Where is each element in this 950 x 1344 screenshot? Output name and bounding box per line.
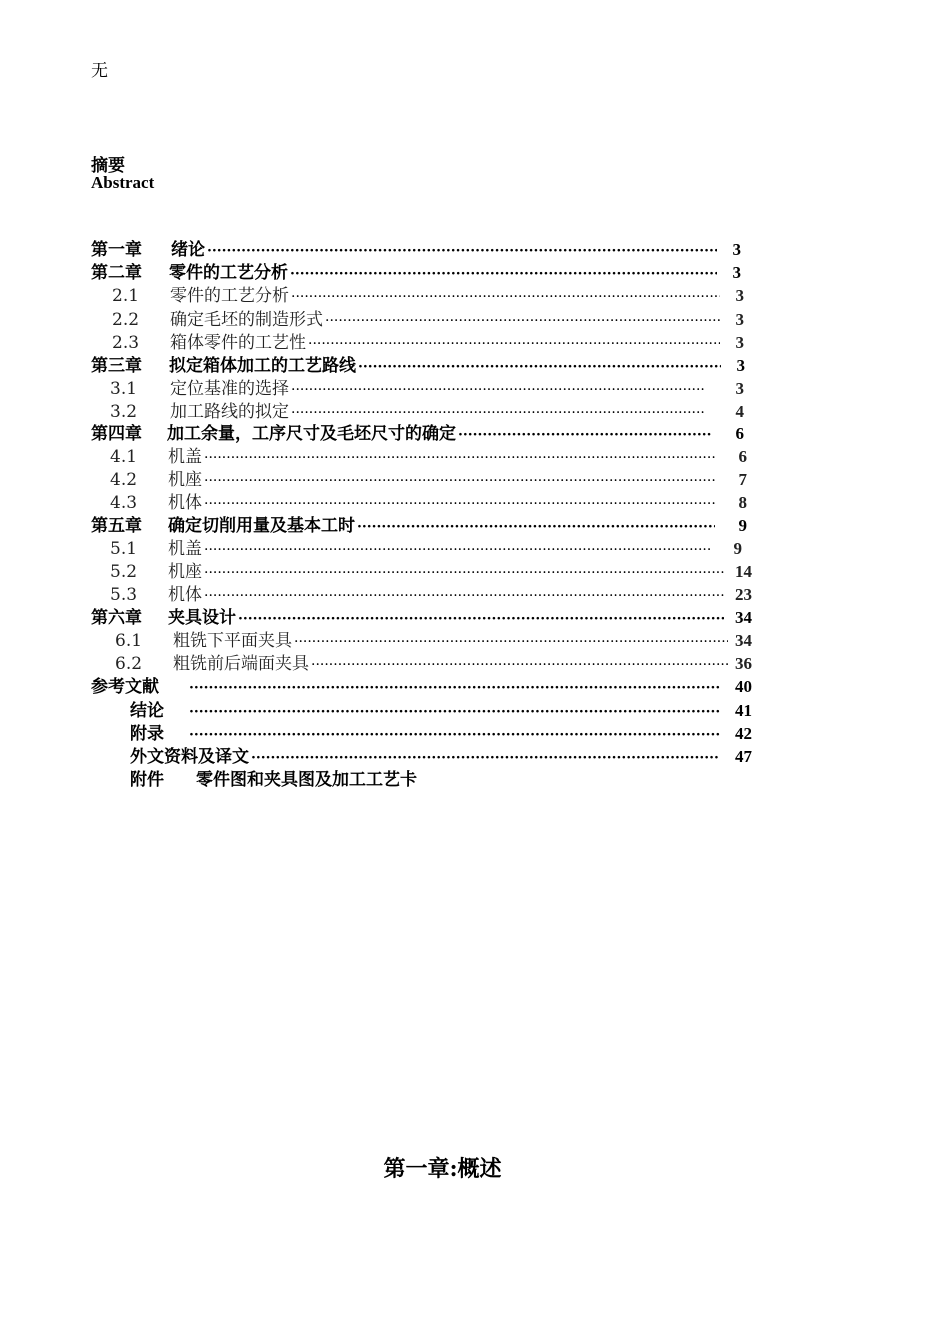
toc-entry-title: 绪论 <box>171 240 205 260</box>
toc-leader-dots <box>189 679 720 697</box>
toc-leader-dots <box>204 587 724 605</box>
toc-entry[interactable] <box>130 722 752 744</box>
toc-entry-title: 机体 <box>168 493 202 513</box>
toc-entry-page: 4 <box>735 402 744 421</box>
toc-leader-dots <box>291 288 720 306</box>
toc-entry-number: 3.2 <box>110 402 138 422</box>
toc-entry[interactable] <box>115 629 752 651</box>
toc-entry-page: 9 <box>738 516 747 535</box>
toc-entry-page: 23 <box>735 585 752 604</box>
toc-leader-dots <box>311 656 728 674</box>
toc-entry-number: 4.2 <box>110 470 138 490</box>
toc-entry-number: 2.1 <box>112 286 140 306</box>
toc-entry-title: 加工余量，工序尺寸及毛坯尺寸的确定 <box>167 424 456 444</box>
toc-leader-dots <box>357 518 715 536</box>
toc-entry[interactable] <box>130 768 530 790</box>
chapter-heading: 第一章:概述 <box>383 1156 502 1182</box>
toc-entry[interactable] <box>110 400 744 422</box>
toc-entry[interactable] <box>91 422 744 444</box>
toc-entry-title: 外文资料及译文 <box>130 747 249 767</box>
toc-leader-dots <box>358 358 721 376</box>
toc-entry-page: 7 <box>738 470 747 489</box>
header-text: 无 <box>91 61 108 81</box>
toc-entry[interactable] <box>91 261 741 283</box>
toc-entry[interactable] <box>91 514 747 536</box>
toc-entry[interactable] <box>110 377 744 399</box>
toc-leader-dots <box>204 495 715 513</box>
toc-entry-title: 粗铣下平面夹具 <box>173 631 292 651</box>
toc-entry-number: 第六章 <box>91 608 142 628</box>
toc-entry-page: 34 <box>735 608 752 627</box>
toc-entry-page: 14 <box>735 562 752 581</box>
toc-leader-dots <box>291 381 704 399</box>
toc-leader-dots <box>325 312 720 330</box>
toc-entry[interactable] <box>112 331 744 353</box>
toc-entry[interactable] <box>115 652 752 674</box>
toc-entry-title: 粗铣前后端面夹具 <box>173 654 309 674</box>
toc-entry-number: 5.1 <box>110 539 138 559</box>
toc-entry[interactable] <box>110 560 752 582</box>
toc-leader-dots <box>207 242 717 260</box>
abstract-en-link[interactable]: Abstract <box>91 173 155 192</box>
toc-entry-number: 第一章 <box>91 240 142 260</box>
toc-leader-dots <box>458 426 712 444</box>
toc-entry-title: 定位基准的选择 <box>170 379 289 399</box>
toc-entry-title: 零件的工艺分析 <box>169 263 288 283</box>
toc-entry[interactable] <box>91 606 752 628</box>
toc-entry-page: 8 <box>738 493 747 512</box>
toc-entry-title: 拟定箱体加工的工艺路线 <box>169 356 356 376</box>
toc-entry-number: 第四章 <box>91 424 142 444</box>
toc-leader-dots <box>294 633 728 651</box>
toc-entry-page: 3 <box>736 356 745 375</box>
abstract-cn-link[interactable]: 摘要 <box>91 156 125 176</box>
toc-entry-page: 3 <box>735 286 744 305</box>
toc-leader-dots <box>189 703 720 721</box>
toc-entry-page: 9 <box>733 539 742 558</box>
toc-entry-title: 加工路线的拟定 <box>170 402 289 422</box>
toc-entry-title: 零件的工艺分析 <box>170 286 289 306</box>
toc-entry[interactable] <box>110 468 747 490</box>
toc-entry-page: 36 <box>735 654 752 673</box>
toc-entry-number: 5.2 <box>110 562 138 582</box>
toc-leader-dots <box>290 265 717 283</box>
toc-entry-page: 6 <box>738 447 747 466</box>
toc-entry[interactable] <box>91 238 741 260</box>
toc-entry-title: 确定毛坯的制造形式 <box>170 310 323 330</box>
toc-entry-page: 34 <box>735 631 752 650</box>
toc-entry-title: 零件图和夹具图及加工工艺卡 <box>196 770 417 790</box>
toc-leader-dots <box>291 404 704 422</box>
toc-entry-number: 第三章 <box>91 356 142 376</box>
toc-entry[interactable] <box>112 308 744 330</box>
toc-entry-title: 夹具设计 <box>168 608 236 628</box>
toc-entry-number: 4.3 <box>110 493 138 513</box>
toc-entry-page: 3 <box>732 240 741 259</box>
toc-entry-title: 机座 <box>168 470 202 490</box>
toc-entry-number: 2.2 <box>112 310 140 330</box>
toc-entry-page: 3 <box>735 333 744 352</box>
toc-entry-page: 42 <box>735 724 752 743</box>
toc-leader-dots <box>204 541 710 559</box>
toc-entry-number: 4.1 <box>110 447 138 467</box>
toc-entry-page: 40 <box>735 677 752 696</box>
toc-entry-number: 5.3 <box>110 585 138 605</box>
toc-entry-number: 第五章 <box>91 516 142 536</box>
toc-entry[interactable] <box>91 354 745 376</box>
toc-leader-dots <box>204 449 715 467</box>
toc-entry-title: 机盖 <box>168 539 202 559</box>
toc-entry[interactable] <box>110 491 747 513</box>
toc-entry-number: 附件 <box>130 770 164 790</box>
toc-entry-page: 6 <box>735 424 744 443</box>
toc-entry[interactable] <box>110 445 747 467</box>
toc-entry-number: 6.1 <box>115 631 143 651</box>
toc-leader-dots <box>251 749 720 767</box>
toc-leader-dots <box>204 472 715 490</box>
toc-entry[interactable] <box>110 583 752 605</box>
toc-entry-title: 结论 <box>130 701 164 721</box>
toc-leader-dots <box>308 335 720 353</box>
toc-entry-number: 3.1 <box>110 379 138 399</box>
toc-entry-number: 6.2 <box>115 654 143 674</box>
toc-entry[interactable] <box>130 745 752 767</box>
toc-entry-page: 3 <box>735 379 744 398</box>
toc-entry-page: 3 <box>732 263 741 282</box>
toc-entry-number: 第二章 <box>91 263 142 283</box>
toc-leader-dots <box>189 726 720 744</box>
toc-entry-title: 确定切削用量及基本工时 <box>168 516 355 536</box>
toc-entry-title: 机体 <box>168 585 202 605</box>
toc-entry[interactable] <box>112 284 744 306</box>
toc-entry-page: 3 <box>735 310 744 329</box>
toc-entry-title: 附录 <box>130 724 164 744</box>
toc-entry-number: 2.3 <box>112 333 140 353</box>
toc-entry-page: 41 <box>735 701 752 720</box>
toc-entry-page: 47 <box>735 747 752 766</box>
toc-entry[interactable] <box>91 675 752 697</box>
toc-entry-number: 参考文献 <box>91 677 159 697</box>
toc-entry[interactable] <box>110 537 742 559</box>
toc-entry-title: 箱体零件的工艺性 <box>170 333 306 353</box>
toc-entry-title: 机盖 <box>168 447 202 467</box>
toc-leader-dots <box>204 564 724 582</box>
toc-leader-dots <box>238 610 724 628</box>
toc-entry[interactable] <box>130 699 752 721</box>
toc-entry-title: 机座 <box>168 562 202 582</box>
